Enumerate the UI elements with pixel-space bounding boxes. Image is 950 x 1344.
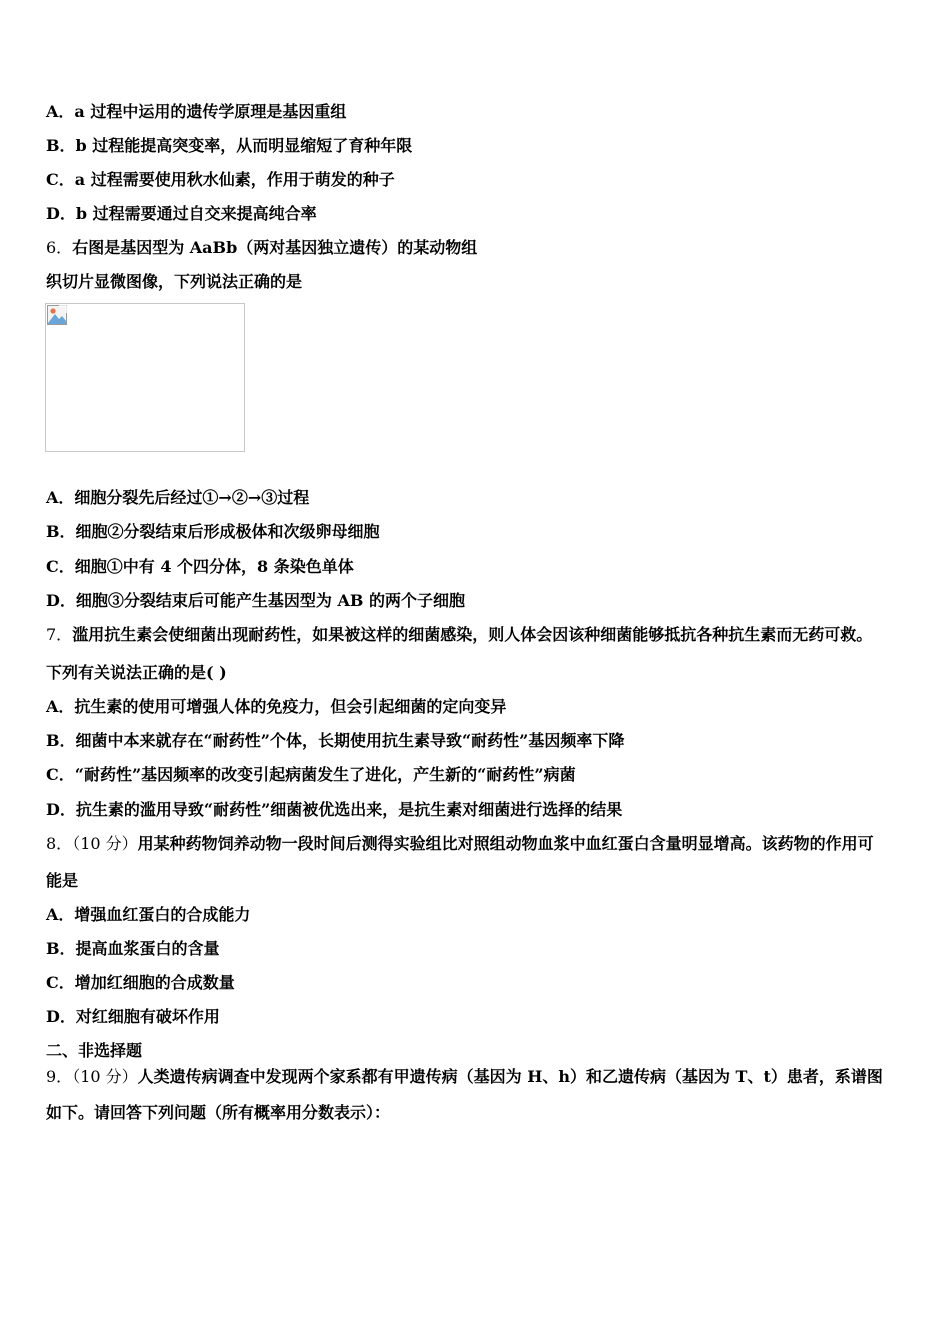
option-text: 抗生素的使用可增强人体的免疫力，但会引起细菌的定向变异 (74, 697, 507, 716)
q5-option-d (46, 203, 317, 225)
option-text: 增加红细胞的合成数量 (74, 973, 235, 992)
q8-option-b (46, 938, 220, 960)
q8-option-c (46, 972, 235, 994)
option-text: b 过程需要通过自交来提高纯合率 (75, 204, 317, 223)
q5-option-c (46, 169, 395, 191)
q8-stem-line2 (46, 870, 78, 892)
option-letter: B． (46, 939, 76, 958)
q6-option-a (46, 487, 309, 509)
q6-stem-line1 (46, 237, 477, 259)
q7-stem-line1 (46, 624, 872, 646)
q6-option-d (46, 590, 465, 612)
option-letter: D． (46, 204, 76, 223)
q8-stem-line1 (46, 833, 874, 855)
option-text: 细胞①中有 4 个四分体，8 条染色单体 (74, 557, 354, 576)
option-text: “耐药性”基因频率的改变引起病菌发生了进化，产生新的“耐药性”病菌 (74, 765, 576, 784)
q7-option-b (46, 730, 624, 752)
option-letter: A． (46, 102, 75, 121)
option-letter: C． (46, 973, 75, 992)
option-letter: D． (46, 1007, 76, 1026)
option-letter: C． (46, 557, 75, 576)
option-text: 细胞②分裂结束后形成极体和次级卵母细胞 (75, 522, 380, 541)
section-title: 二、非选择题 (46, 1041, 143, 1060)
q8-option-a (46, 904, 250, 926)
q5-option-b (46, 135, 412, 157)
question-stem: 如下。请回答下列问题（所有概率用分数表示）： (46, 1103, 391, 1122)
question-stem: 下列有关说法正确的是( ) (46, 663, 227, 682)
option-text: a 过程中运用的遗传学原理是基因重组 (74, 102, 347, 121)
q7-option-d (46, 799, 622, 821)
option-letter: D． (46, 800, 76, 819)
option-letter: B． (46, 731, 76, 750)
question-number: 8． (46, 834, 73, 853)
option-text: a 过程需要使用秋水仙素，作用于萌发的种子 (74, 170, 395, 189)
q8-option-d (46, 1006, 220, 1028)
option-letter: C． (46, 170, 75, 189)
option-letter: A． (46, 697, 75, 716)
option-text: b 过程能提高突变率，从而明显缩短了育种年限 (75, 136, 413, 155)
broken-image-icon (47, 305, 67, 325)
q5-option-a (46, 101, 346, 123)
option-text: 细胞③分裂结束后可能产生基因型为 AB 的两个子细胞 (75, 591, 465, 610)
option-letter: B． (46, 522, 76, 541)
q6-option-b (46, 521, 380, 543)
q7-stem-line2 (46, 662, 227, 684)
question-number: 7． (46, 625, 73, 644)
question-score: （10 分） (72, 1067, 138, 1086)
question-stem: 用某种药物饲养动物一段时间后测得实验组比对照组动物血浆中血红蛋白含量明显增高。该药物的作用可 (137, 834, 874, 853)
option-text: 提高血浆蛋白的含量 (75, 939, 220, 958)
question-stem: 能是 (46, 871, 79, 890)
question-number: 9． (46, 1067, 73, 1086)
option-text: 抗生素的滥用导致“耐药性”细菌被优选出来，是抗生素对细菌进行选择的结果 (75, 800, 623, 819)
option-letter: C． (46, 765, 75, 784)
option-text: 增强血红蛋白的合成能力 (74, 905, 251, 924)
q9-stem-line1 (46, 1066, 883, 1088)
q7-option-a (46, 696, 506, 718)
question-stem: 右图是基因型为 AaBb（两对基因独立遗传）的某动物组 (72, 238, 478, 257)
q6-stem-line2 (46, 271, 302, 293)
q7-option-c (46, 764, 576, 786)
question-stem: 人类遗传病调查中发现两个家系都有甲遗传病（基因为 H、h）和乙遗传病（基因为 T、t）患者，系谱图 (137, 1067, 883, 1086)
option-letter: B． (46, 136, 76, 155)
question-stem: 织切片显微图像，下列说法正确的是 (46, 272, 303, 291)
option-text: 细菌中本来就存在“耐药性”个体，长期使用抗生素导致“耐药性”基因频率下降 (75, 731, 625, 750)
question-number: 6． (46, 238, 73, 257)
option-letter: A． (46, 905, 75, 924)
option-letter: D． (46, 591, 76, 610)
question-stem: 滥用抗生素会使细菌出现耐药性，如果被这样的细菌感染，则人体会因该种细菌能够抵抗各种抗生素而无药可救。 (72, 625, 873, 644)
q6-option-c (46, 556, 354, 578)
option-text: 细胞分裂先后经过①→②→③过程 (74, 488, 310, 507)
option-text: 对红细胞有破坏作用 (75, 1007, 220, 1026)
q9-stem-line2 (46, 1102, 390, 1124)
q6-figure-placeholder (45, 303, 245, 452)
question-score: （10 分） (72, 834, 138, 853)
option-letter: A． (46, 488, 75, 507)
